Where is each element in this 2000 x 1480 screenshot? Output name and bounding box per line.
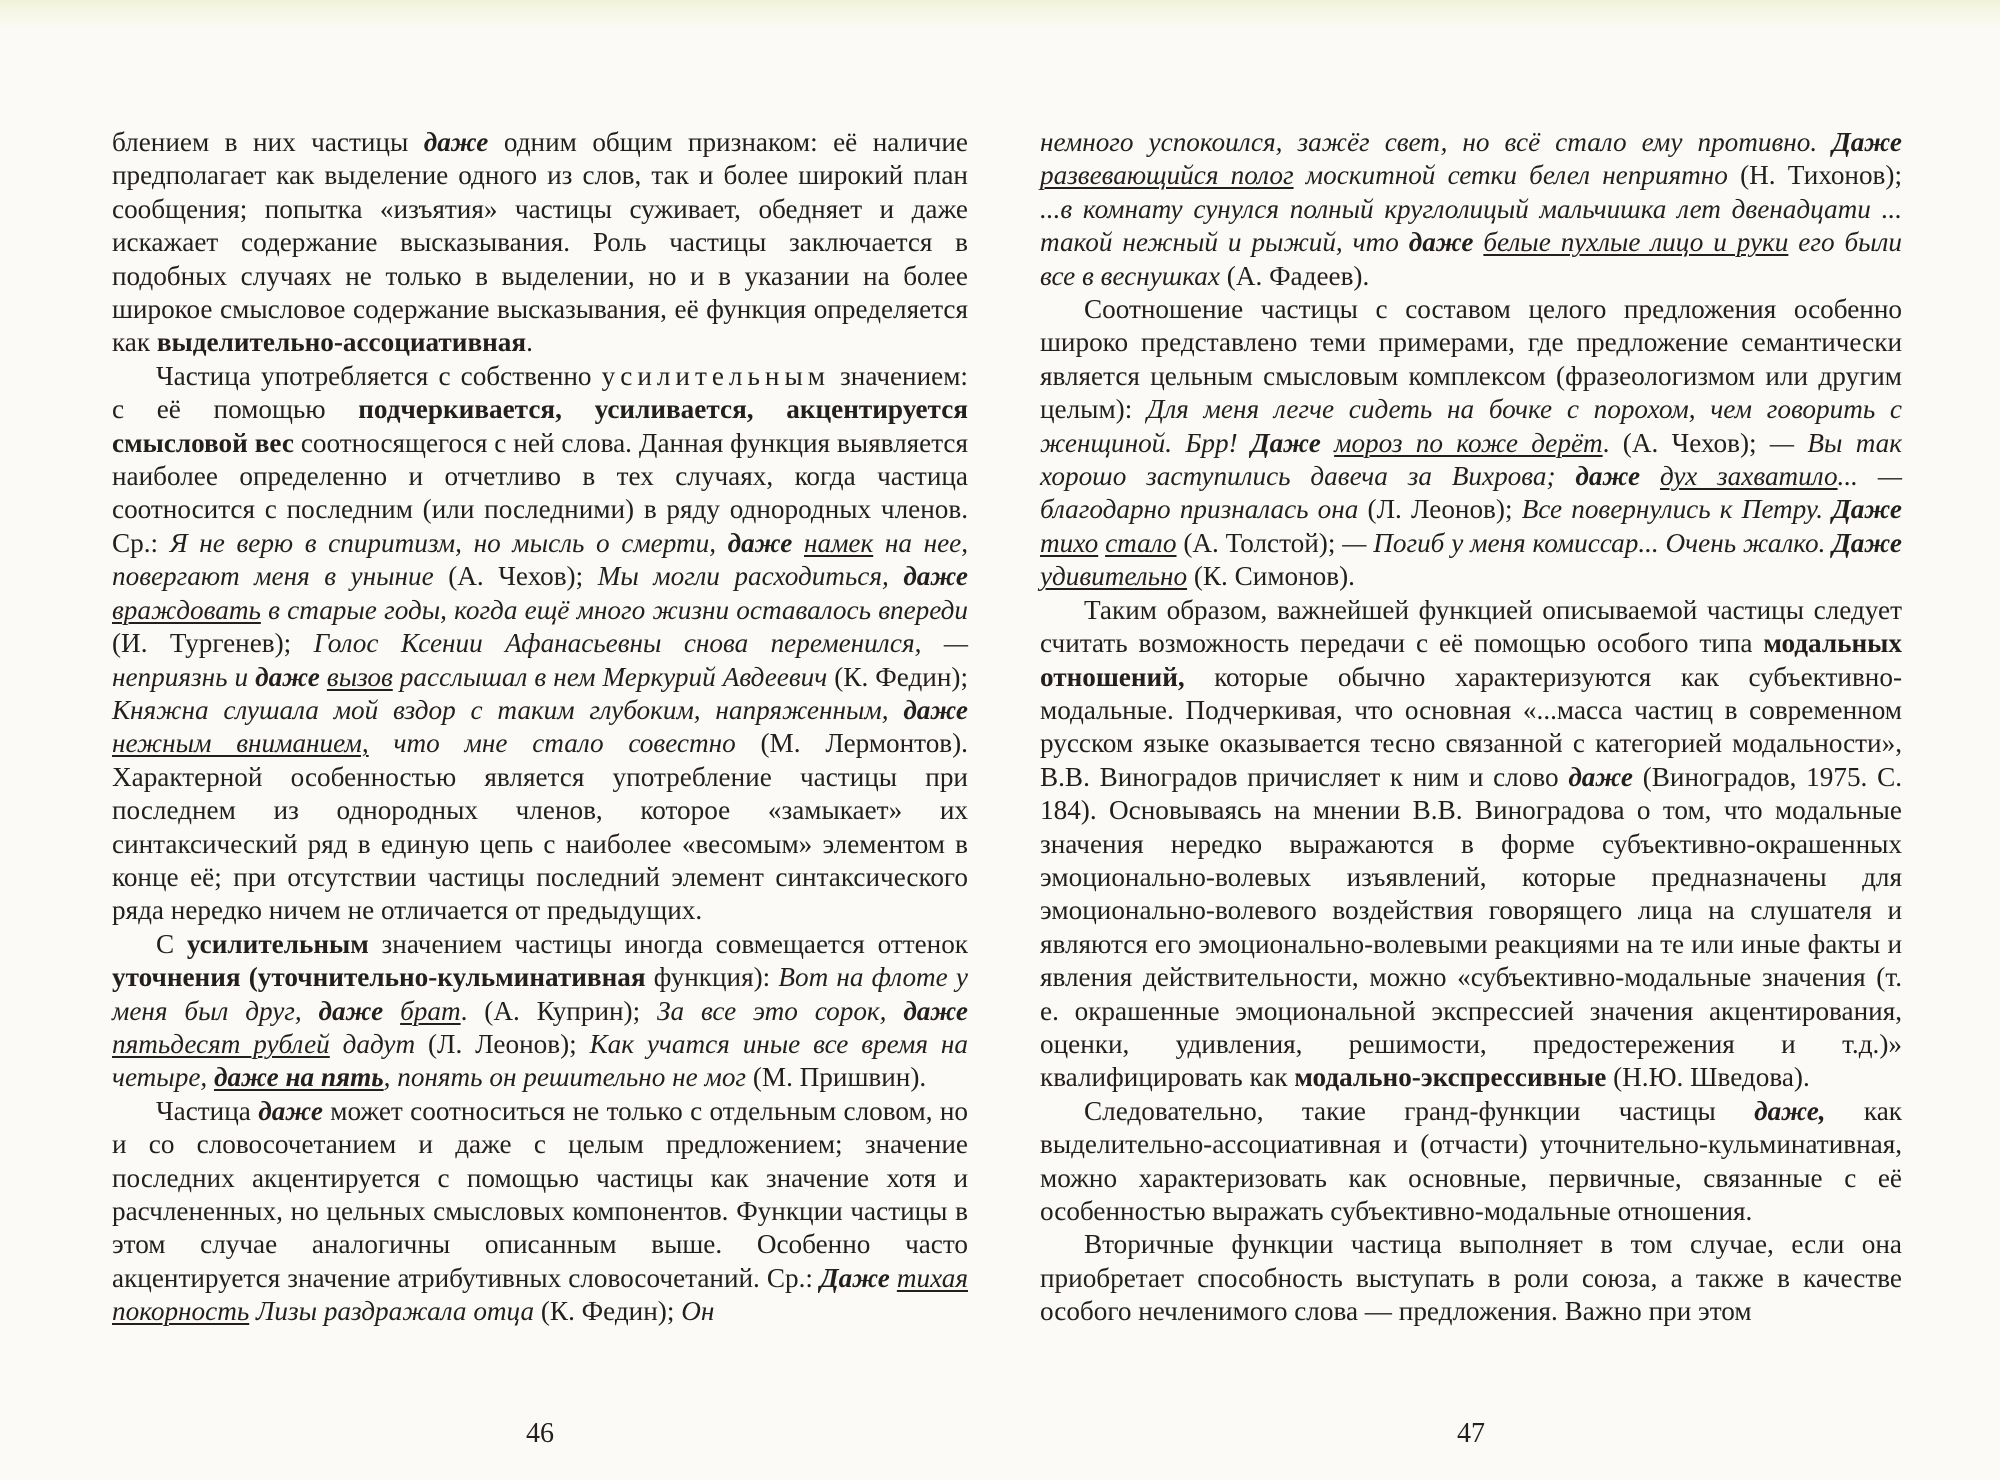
example-text: Я не верю в спиритизм, но мысль о смерти, [169, 527, 728, 558]
text-run: Частица употребляется с собственно [156, 360, 602, 391]
citation: (Н. Тихонов); [1727, 160, 1902, 191]
text-run: которые обычно характеризуются как субъективно-модальные. Подчеркивая, что основная «...масса частиц в современном русском языке оказывается тесно связанной с категорией модальности», В.В. Виноградов причисляет к ним и слово [1040, 661, 1902, 792]
particle-dazhe: даже [1568, 761, 1633, 792]
text-run: Частица [156, 1095, 259, 1126]
text-run: Вторичные функции частица выполняет в том случае, если она приобретает способность выступать в роли союза, а также в качестве особого нечленимого слова — предложения. Важно при этом [1040, 1229, 1902, 1327]
example-text: ...в комнату сунулся полный круглолицый мальчишка лет двенадцати ... такой нежный и рыжий, что [1040, 193, 1902, 258]
text-run: (Н.Ю. Шведова). [1606, 1062, 1810, 1093]
example-text: Вот на флоте у меня был друг, [112, 962, 968, 1026]
particle-dazhe: даже [903, 694, 968, 725]
example-text: Голос Ксении Афанасьевны снова переменился, — неприязнь и [112, 628, 968, 692]
example-text: , понять он решительно не мог [383, 1062, 747, 1093]
underlined-word: нежным вниманием, [112, 728, 369, 759]
citation: (Л. Леонов); [415, 1028, 590, 1059]
particle-dazhe: Даже [1251, 427, 1321, 458]
text-run: С [156, 928, 187, 959]
example-text: Как учатся иные все время на четыре, [112, 1028, 968, 1093]
right-paragraph-1 [1040, 126, 1902, 293]
particle-dazhe: даже на пять [213, 1062, 384, 1093]
text-run: одним общим признаком: её наличие предполагает как выделение одного из слов, так и более широкий план сообщения; попытка «изъятия» частицы суживает, обедняет и даже искажает содержание высказывания. Роль частицы заключается в подобных случаях не только в выделении, но и в указании на более широкое смысловое содержание высказывания, её функция определяется как [112, 127, 968, 358]
text-run: значением частицы иногда совмещается оттенок [368, 928, 968, 959]
underlined-word: брат [400, 995, 461, 1026]
term-highlight: подчеркивается, усиливается, акцентируется смысловой вес [112, 394, 968, 458]
example-text: ... — благодарно призналась она [1040, 461, 1902, 525]
example-text: расслышал в нем Меркурий Авдеевич [392, 661, 828, 692]
text-run: Таким образом, важнейшей функцией описываемой частицы следует считать возможность передачи с её помощью особого типа [1040, 594, 1902, 659]
particle-dazhe: даже [903, 995, 968, 1026]
underlined-word: покорность [112, 1296, 250, 1327]
right-paragraph-4 [1040, 1095, 1902, 1229]
example-text: — Погиб у меня комиссар... Очень жалко. [1342, 527, 1833, 558]
example-text: Лизы раздражала отца [249, 1296, 535, 1327]
left-page [112, 126, 968, 1329]
spaced-term: усилительным [601, 360, 830, 391]
citation: . (А. Куприн); [460, 995, 658, 1026]
underlined-word: удивительно [1040, 561, 1188, 592]
example-text: в старые годы, когда ещё много жизни оставалось впереди [260, 594, 968, 625]
text-run: Следовательно, такие гранд-функции частицы [1084, 1095, 1755, 1126]
term-highlight: уточнения (уточнительно-кульминативная [112, 962, 646, 993]
underlined-word: тихая [896, 1262, 969, 1293]
example-text: его были все в веснушках [1040, 227, 1902, 291]
underlined-word: тихо [1040, 527, 1099, 558]
text-run: соотносящегося с ней слова. Данная функция выявляется наиболее определенно и отчетливо в тех случаях, когда частица соотносится с последним (или последними) в ряду однородных членов. Ср.: [112, 427, 968, 558]
underlined-word: намек [804, 527, 874, 558]
text-run: (Виноградов, 1975. С. 184). Основываясь на мнении В.В. Виноградова о том, что модальные значения нередко выражаются в форме субъективно-окрашенных эмоционально-волевых изъявлений, которые предназначены для эмоционально-волевого воздействия говорящего лица на слушателя и являются его эмоционально-волевыми реакциями на те или иные факты и явления действительности, можно «субъективно-модальные значения (т. е. окрашенные эмоциональной экспрессией значения акцентирования, оценки, удивления, решимости, предостережения и т.д.)» квалифицировать как [1040, 761, 1902, 1093]
page-number-left: 46 [526, 1418, 554, 1449]
text-run: функция): [645, 962, 779, 993]
particle-dazhe: даже [318, 995, 384, 1026]
particle-dazhe: Даже [1832, 127, 1902, 157]
right-paragraph-5 [1040, 1228, 1902, 1328]
citation: . (А. Чехов); [1602, 427, 1770, 458]
particle-dazhe: даже [258, 1095, 323, 1126]
particle-dazhe: даже [727, 527, 793, 558]
example-text: москитной сетки белел неприятно [1293, 160, 1728, 191]
example-text: Он [681, 1296, 715, 1327]
example-text: За все это сорок, [657, 995, 904, 1026]
particle-dazhe: даже [1575, 461, 1641, 492]
term-highlight: выделительно-ассоциативная [156, 327, 527, 358]
right-paragraph-2 [1040, 293, 1902, 594]
example-text: Мы могли расходиться, [597, 561, 904, 592]
citation: (К. Федин); [827, 661, 969, 692]
underlined-word: стало [1105, 527, 1177, 558]
citation: (Л. Леонов); [1358, 494, 1522, 525]
citation: (К. Симонов). [1187, 561, 1355, 592]
particle-dazhe: даже, [1754, 1095, 1826, 1126]
example-text: Для меня легче сидеть на бочке с порохом, чем говорить с женщиной. Брр! [1040, 394, 1903, 458]
underlined-word: враждовать [112, 594, 261, 625]
example-text: Все повернулись к Петру. [1521, 494, 1833, 525]
underlined-word: дух захватило [1660, 461, 1838, 492]
example-text: на нее, повергают меня в уныние [112, 527, 969, 592]
underlined-word: вызов [326, 661, 393, 692]
example-text: немного успокоился, зажёг свет, но всё стало ему противно. [1040, 127, 1833, 157]
particle-dazhe: Даже [1832, 494, 1902, 525]
left-paragraph-1 [112, 126, 968, 360]
term-highlight: модальных отношений, [1040, 628, 1902, 692]
term-highlight: модально-экспрессивные [1294, 1062, 1607, 1093]
example-text: что мне стало совестно [368, 728, 736, 759]
right-page [1040, 126, 1902, 1329]
text-run: может соотноситься не только с отдельным словом, но и со словосочетанием и даже с целым предложением; значение последних акцентируется с помощью частицы как значение хотя и расчлененных, но цельных смысловых компонентов. Функции частицы в этом случае аналогичны описанным выше. Особенно часто акцентируется значение атрибутивных словосочетаний. Ср.: [112, 1095, 969, 1293]
citation: (А. Чехов); [433, 561, 598, 592]
citation: (А. Фадеев). [1219, 260, 1370, 291]
page-top-edge [0, 0, 2000, 30]
particle-dazhe: даже [903, 561, 968, 592]
left-paragraph-4 [112, 1095, 968, 1329]
text-run: как выделительно-ассоциативная и (отчасти) уточнительно-кульминативная, можно характеризовать как основные, первичные, связанные с её особенностью выражать субъективно-модальные отношения. [1040, 1095, 1902, 1226]
citation: (К. Федин); [534, 1296, 682, 1327]
example-text: Княжна слушала мой вздор с таким глубоким, напряженным, [112, 694, 904, 725]
left-paragraph-3 [112, 928, 968, 1095]
underlined-word: пятьдесят рублей [112, 1028, 330, 1059]
text-run: значением: с её помощью [112, 360, 968, 425]
text-run: . [526, 327, 533, 358]
term-highlight: усилительным [186, 928, 369, 959]
citation: (М. Лермонтов). Характерной особенностью является употребление частицы при последнем из однородных членов, которое «замыкает» их синтаксический ряд в единую цепь с наиболее «весомым» элементом в конце её; при отсутствии частицы последний элемент синтаксического ряда нередко ничем не отличается от предыдущих. [112, 728, 968, 926]
citation: (М. Пришвин). [746, 1062, 927, 1093]
text-run: блением в них частицы [112, 127, 424, 157]
text-run: Соотношение частицы с составом целого предложения особенно широко представлено теми примерами, где предложение семантически является цельным смысловым комплексом (фразеологизмом или другим целым): [1040, 294, 1902, 425]
particle-dazhe: даже [255, 661, 320, 692]
right-paragraph-3 [1040, 594, 1902, 1095]
citation: (А. Толстой); [1176, 527, 1343, 558]
underlined-word: мороз по коже дерёт [1334, 427, 1603, 458]
underlined-word: белые пухлые лицо и руки [1483, 227, 1789, 258]
underlined-word: развевающийся полог [1040, 160, 1294, 191]
particle-dazhe: Даже [1832, 527, 1902, 558]
example-text: дадут [329, 1028, 416, 1059]
left-paragraph-2 [112, 360, 968, 928]
particle-dazhe: даже [1408, 227, 1474, 258]
example-text: — Вы так хорошо заступились давеча за Вихрова; [1040, 427, 1902, 492]
citation: (И. Тургенев); [112, 628, 314, 659]
particle-dazhe: даже [423, 127, 489, 157]
particle-dazhe: Даже [820, 1262, 890, 1293]
page-number-right: 47 [1457, 1418, 1485, 1449]
